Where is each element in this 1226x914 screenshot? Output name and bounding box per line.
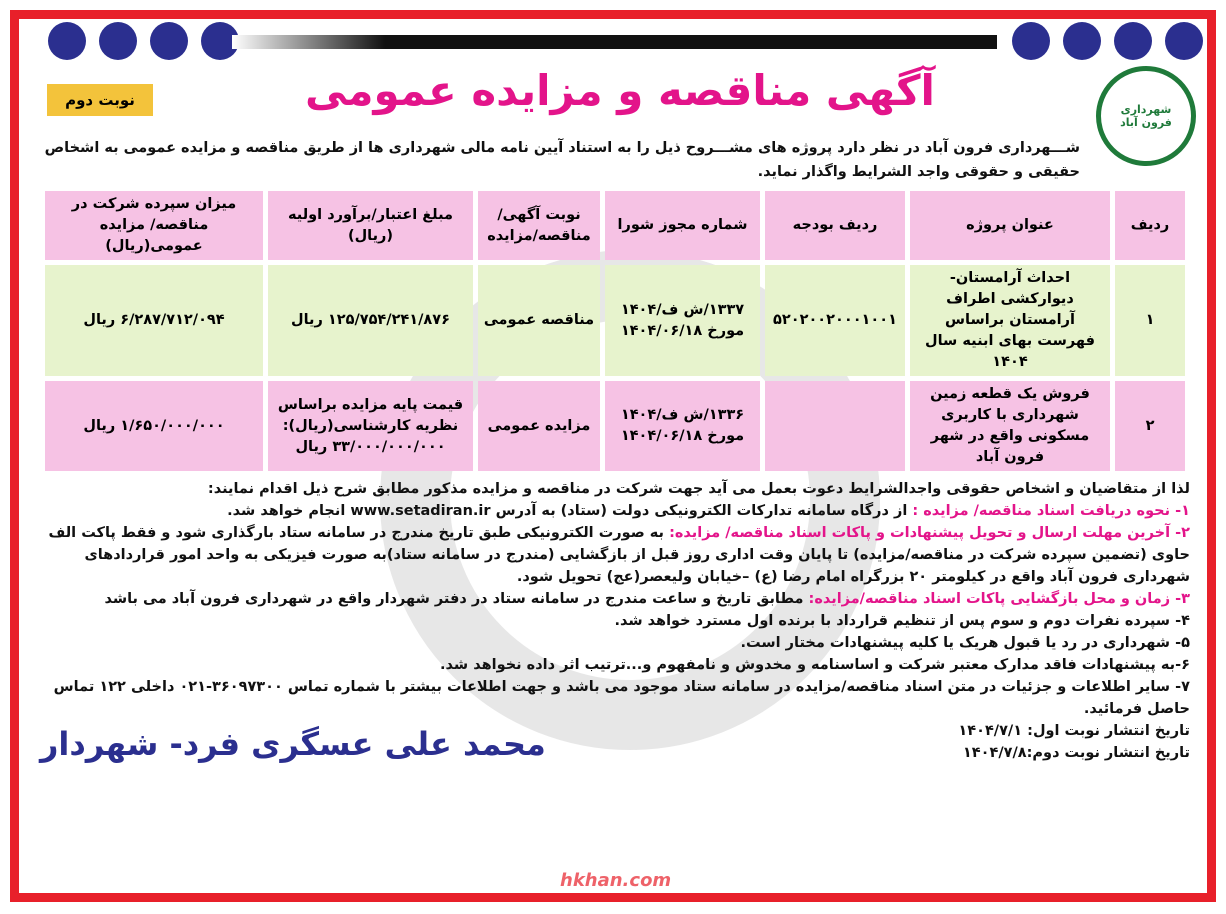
decor-dots-right <box>1012 22 1203 60</box>
publish-dates <box>958 720 1190 764</box>
item-text: مطابق تاریخ و ساعت مندرج در سامانه ستاد در دفتر شهردار واقع در شهرداری فرون آباد می باشد <box>104 591 804 607</box>
closing-row <box>40 720 1190 764</box>
cell: فروش یک قطعه زمین شهرداری با کاربری مسکونی واقع در شهر فرون آباد <box>910 381 1110 471</box>
cell: ۱۳۳۶/ش ف/۱۴۰۴ مورخ ۱۴۰۴/۰۶/۱۸ <box>605 381 760 471</box>
cell: ۲ <box>1115 381 1185 471</box>
col-header: عنوان پروژه <box>910 191 1110 260</box>
col-header: نوبت آگهی/ مناقصه/مزایده <box>478 191 600 260</box>
publish-date-2: تاریخ انتشار نوبت دوم:۱۴۰۴/۷/۸ <box>962 745 1190 761</box>
item-7: ۷- سایر اطلاعات و جزئیات در متن اسناد مناقصه/مزایده در سامانه ستاد موجود می باشد و جهت اطلاعات بیشتر با شماره تماس ۳۶۰۹۷۳۰۰-۰۲۱ داخلی ۱۲۲ تماس حاصل فرمائید. <box>53 679 1190 717</box>
item-title: ۳- زمان و محل بازگشایی پاکات اسناد مناقصه/مزایده: <box>808 591 1190 607</box>
item-title: ۲- آخرین مهلت ارسال و تحویل پیشنهادات و پاکات اسناد مناقصه/ مزایده: <box>669 525 1190 541</box>
signature: محمد علی عسگری فرد- شهردار <box>40 725 546 763</box>
projects-table <box>40 186 1190 476</box>
cell: ۱۲۵/۷۵۴/۲۴۱/۸۷۶ ریال <box>268 265 473 376</box>
item-3 <box>40 588 1190 610</box>
cell <box>765 381 905 471</box>
cell: ۱/۶۵۰/۰۰۰/۰۰۰ ریال <box>45 381 263 471</box>
col-header: میزان سپرده شرکت در مناقصه/ مزایده عمومی(ریال) <box>45 191 263 260</box>
col-header: ردیف <box>1115 191 1185 260</box>
cell: ۱۳۳۷/ش ف/۱۴۰۴ مورخ ۱۴۰۴/۰۶/۱۸ <box>605 265 760 376</box>
logo-text: شهرداری فرون آباد <box>1120 103 1172 129</box>
item-2 <box>40 522 1190 588</box>
item-4: ۴- سپرده نفرات دوم و سوم پس از تنظیم قرارداد با برنده اول مسترد خواهد شد. <box>614 613 1190 629</box>
item-title: ۱- نحوه دریافت اسناد مناقصه/ مزایده : <box>912 503 1190 519</box>
lead-text: لذا از متقاضیان و اشخاص حقوقی واجدالشرایط دعوت بعمل می آید جهت شرکت در مناقصه و مزایده مذکور مطابق شرح ذیل اقدام نمایند: <box>207 481 1190 497</box>
item-text: به صورت الکترونیکی طبق تاریخ مندرج در سامانه ستاد بارگذاری شود و فقط پاکت الف حاوی (تضمین سپرده شرکت در مناقصه/مزایده) تا پایان وقت اداری روز قبل از بازگشایی (مندرج در سامانه ستاد)به صورت فیزیکی به واحد امور قراردادهای شهرداری فرون آباد واقع در کیلومتر ۲۰ بزرگراه امام رضا (ع) –خیابان ولیعصر(عج) تحویل شود. <box>48 525 1190 585</box>
table-row <box>45 381 1185 471</box>
col-header: مبلغ اعتبار/برآورد اولیه (ریال) <box>268 191 473 260</box>
item-1 <box>40 500 1190 522</box>
intro-text: شـــهرداری فرون آباد در نظر دارد پروژه های مشـــروح ذیل را به استناد آیین نامه مالی شهرداری ها از طریق مناقصه و مزایده عمومی به اشخاص حقیقی و حقوقی واجد الشرایط واگذار نماید. <box>44 140 1080 180</box>
item-6: ۶-به پیشنهادات فاقد مدارک معتبر شرکت و اساسنامه و مخدوش و نامفهوم و...ترتیب اثر داده نخواهد شد. <box>440 657 1190 673</box>
cell: ۶/۲۸۷/۷۱۲/۰۹۴ ریال <box>45 265 263 376</box>
cell: ۵۲۰۲۰۰۲۰۰۰۱۰۰۱ <box>765 265 905 376</box>
cell: ۱ <box>1115 265 1185 376</box>
item-text: از درگاه سامانه تدارکات الکترونیکی دولت (ستاد) به آدرس www.setadiran.ir انجام خواهد شد. <box>227 503 908 519</box>
cell: مناقصه عمومی <box>478 265 600 376</box>
decor-dots-left <box>48 22 239 60</box>
table-row <box>45 265 1185 376</box>
cell: قیمت پایه مزایده براساس نظریه کارشناسی(ریال): ۳۳/۰۰۰/۰۰۰/۰۰۰ ریال <box>268 381 473 471</box>
content-flow <box>40 136 1190 764</box>
col-header: ردیف بودجه <box>765 191 905 260</box>
watermark-text: hkhan.com <box>560 870 672 891</box>
cell: احداث آرامستان- دیوارکشی اطراف آرامستان براساس فهرست بهای ابنیه سال ۱۴۰۴ <box>910 265 1110 376</box>
cell: مزایده عمومی <box>478 381 600 471</box>
item-5: ۵- شهرداری در رد یا قبول هریک یا کلیه پیشنهادات مختار است. <box>740 635 1190 651</box>
col-header: شماره مجوز شورا <box>605 191 760 260</box>
publish-date-1: تاریخ انتشار نوبت اول: ۱۴۰۴/۷/۱ <box>958 723 1190 739</box>
conditions-body <box>40 478 1190 764</box>
decor-bar <box>232 35 997 49</box>
table-header <box>45 191 1185 260</box>
page-title: آگهی مناقصه و مزایده عمومی <box>305 66 935 115</box>
round-badge: نوبت دوم <box>47 84 153 116</box>
